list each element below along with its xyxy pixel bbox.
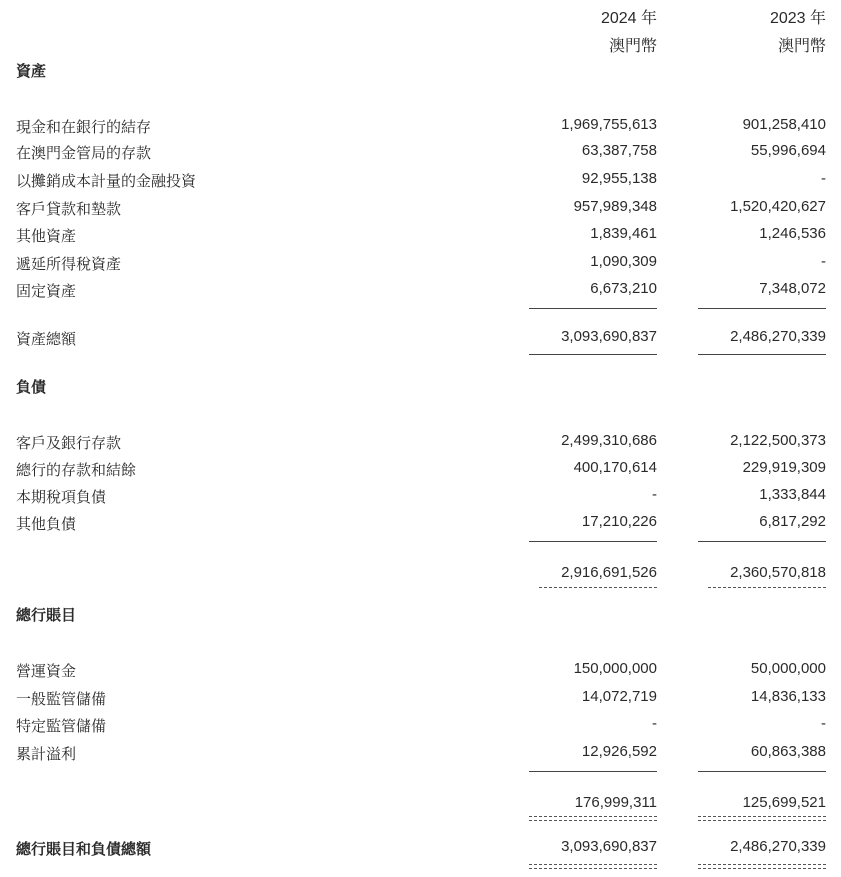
row-label: 客戶及銀行存款 xyxy=(16,435,122,452)
subtotal-rule xyxy=(529,541,657,542)
header-year-2024: 2024 年 xyxy=(600,10,657,27)
dashed-rule xyxy=(708,587,826,588)
table-row xyxy=(0,743,841,767)
grand-total-row xyxy=(0,838,841,862)
value-2023: 1,333,844 xyxy=(759,486,826,503)
double-dashed-rule xyxy=(529,816,657,821)
value-2024: 6,673,210 xyxy=(590,280,657,297)
value-2023: 2,122,500,373 xyxy=(730,432,826,449)
double-rule xyxy=(529,864,657,869)
subtotal-rule xyxy=(529,771,657,772)
value-2023: - xyxy=(821,253,826,270)
value-2023: 50,000,000 xyxy=(750,660,826,677)
header-currency-2024: 澳門幣 xyxy=(608,38,657,55)
row-label: 累計溢利 xyxy=(16,746,77,763)
table-row xyxy=(0,688,841,712)
value-2024: 92,955,138 xyxy=(581,170,657,187)
row-label: 總行的存款和結餘 xyxy=(16,462,137,479)
value-2024: 12,926,592 xyxy=(581,743,657,760)
table-row xyxy=(0,660,841,684)
value-2023: 901,258,410 xyxy=(742,116,826,133)
value-2024: 14,072,719 xyxy=(581,688,657,705)
value-2024: 176,999,311 xyxy=(574,794,657,811)
section-title-assets: 資產 xyxy=(16,63,47,80)
value-2024: 1,839,461 xyxy=(590,225,657,242)
table-row xyxy=(0,280,841,304)
value-2024: 1,969,755,613 xyxy=(561,116,657,133)
value-2023: 2,486,270,339 xyxy=(730,838,826,855)
row-label: 以攤銷成本計量的金融投資 xyxy=(16,173,197,190)
row-label: 特定監管儲備 xyxy=(16,718,107,735)
double-dashed-rule xyxy=(698,816,826,821)
section-title-head-office: 總行賬目 xyxy=(16,607,77,624)
table-row xyxy=(0,253,841,277)
section-title-liabilities: 負債 xyxy=(16,379,47,396)
row-label: 其他資產 xyxy=(16,228,77,245)
value-2024: 17,210,226 xyxy=(581,513,657,530)
value-2023: 1,520,420,627 xyxy=(730,198,826,215)
subtotal-rule xyxy=(698,771,826,772)
value-2024: 3,093,690,837 xyxy=(561,328,657,345)
table-row xyxy=(0,432,841,456)
table-row xyxy=(0,142,841,166)
header-currency-2023: 澳門幣 xyxy=(777,38,826,55)
table-row xyxy=(0,170,841,194)
row-label: 其他負債 xyxy=(16,516,77,533)
value-2023: 6,817,292 xyxy=(759,513,826,530)
value-2024: 2,499,310,686 xyxy=(561,432,657,449)
table-row xyxy=(0,116,841,140)
double-rule xyxy=(698,864,826,869)
total-row-assets xyxy=(0,328,841,352)
value-2023: - xyxy=(821,170,826,187)
value-2023: 125,699,521 xyxy=(742,794,826,811)
value-2023: 7,348,072 xyxy=(759,280,826,297)
table-row xyxy=(0,198,841,222)
row-label: 資產總額 xyxy=(16,331,77,348)
subtotal-rule xyxy=(529,308,657,309)
row-label: 一般監管儲備 xyxy=(16,691,107,708)
value-2024: - xyxy=(652,486,657,503)
value-2024: 63,387,758 xyxy=(581,142,657,159)
row-label: 總行賬目和負債總額 xyxy=(16,841,152,858)
value-2024: - xyxy=(652,715,657,732)
row-label: 在澳門金管局的存款 xyxy=(16,145,152,162)
total-row-head-office xyxy=(0,794,841,818)
value-2023: 60,863,388 xyxy=(750,743,826,760)
table-row xyxy=(0,715,841,739)
value-2023: - xyxy=(821,715,826,732)
row-label: 固定資產 xyxy=(16,283,77,300)
value-2023: 14,836,133 xyxy=(750,688,826,705)
value-2023: 55,996,694 xyxy=(750,142,826,159)
row-label: 本期稅項負債 xyxy=(16,489,107,506)
value-2024: 400,170,614 xyxy=(573,459,657,476)
header-year-2023: 2023 年 xyxy=(769,10,826,27)
total-row-liabilities xyxy=(0,564,841,588)
subtotal-rule xyxy=(698,308,826,309)
table-row xyxy=(0,486,841,510)
value-2023: 2,360,570,818 xyxy=(730,564,826,581)
value-2024: 2,916,691,526 xyxy=(561,564,657,581)
value-2024: 3,093,690,837 xyxy=(561,838,657,855)
table-row xyxy=(0,225,841,249)
row-label: 遞延所得稅資產 xyxy=(16,256,122,273)
row-label: 現金和在銀行的結存 xyxy=(16,119,152,136)
value-2024: 957,989,348 xyxy=(573,198,657,215)
total-rule xyxy=(529,354,657,355)
value-2023: 2,486,270,339 xyxy=(730,328,826,345)
value-2023: 1,246,536 xyxy=(759,225,826,242)
table-row xyxy=(0,513,841,537)
dashed-rule xyxy=(539,587,657,588)
table-row xyxy=(0,459,841,483)
row-label: 營運資金 xyxy=(16,663,77,680)
subtotal-rule xyxy=(698,541,826,542)
value-2024: 1,090,309 xyxy=(590,253,657,270)
value-2024: 150,000,000 xyxy=(573,660,657,677)
total-rule xyxy=(698,354,826,355)
value-2023: 229,919,309 xyxy=(742,459,826,476)
row-label: 客戶貸款和墊款 xyxy=(16,201,122,218)
